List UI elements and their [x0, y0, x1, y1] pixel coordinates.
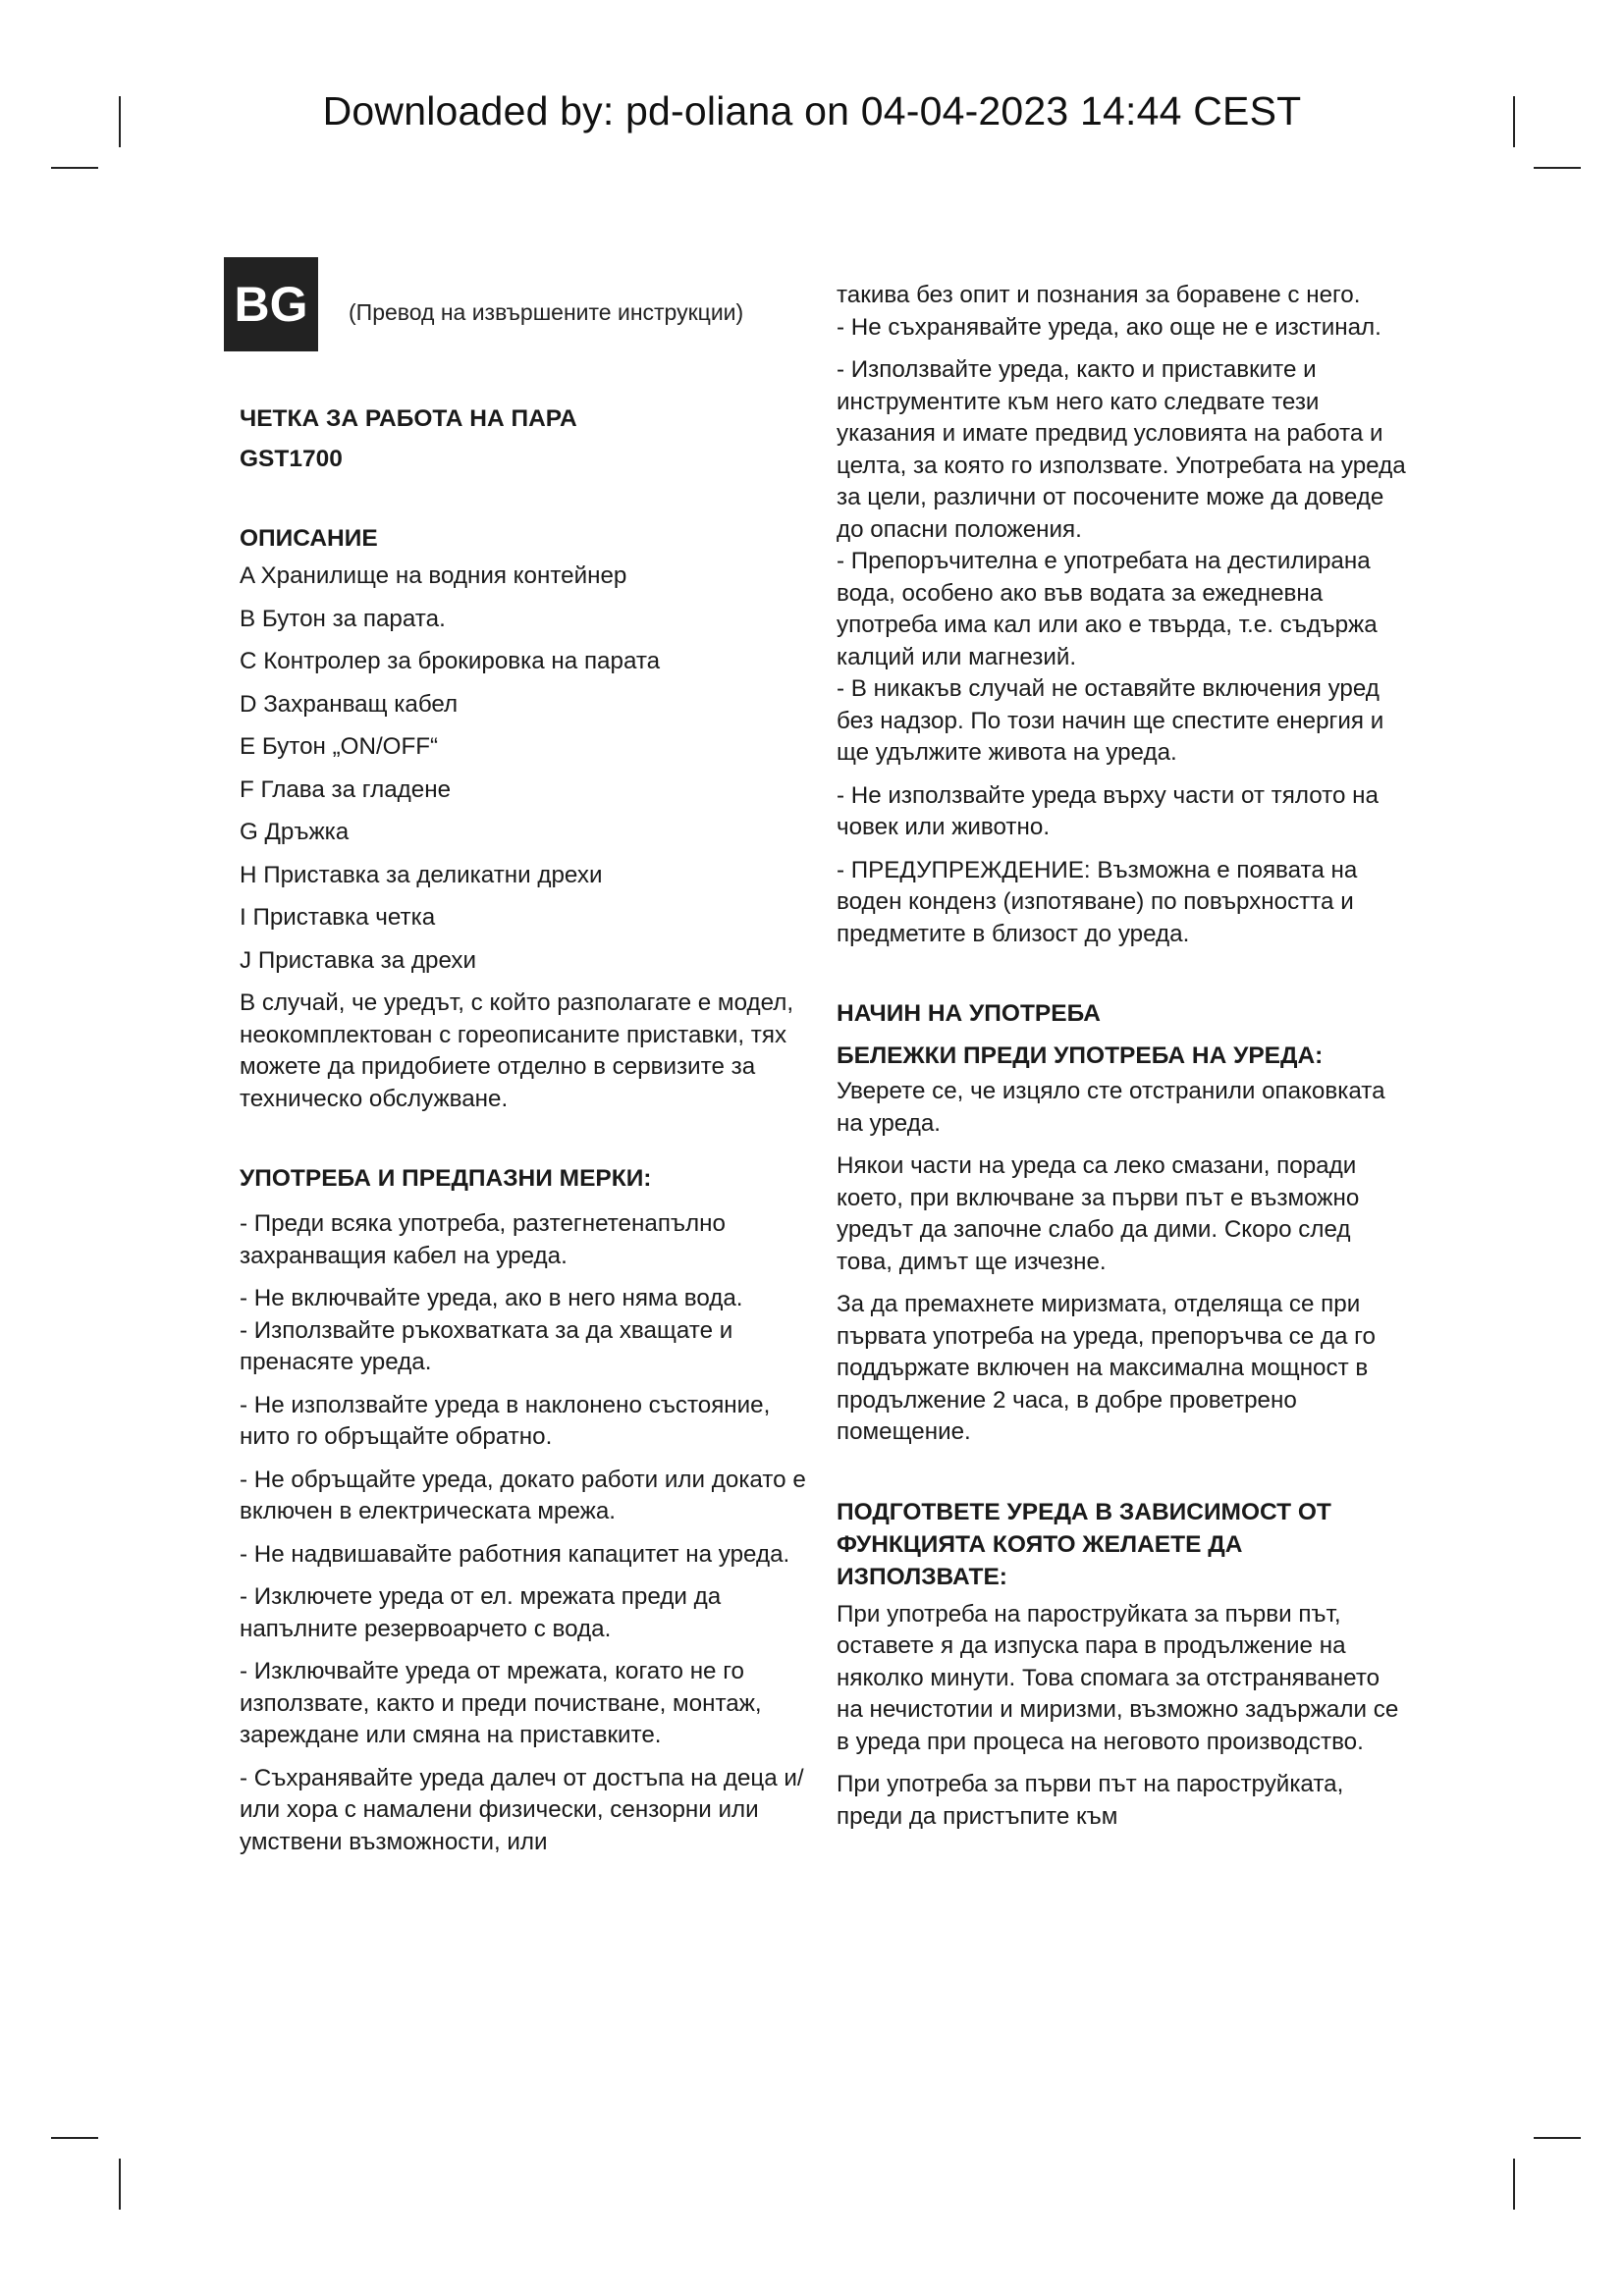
usage-item: - Не надвишавайте работния капацитет на уреда.: [240, 1540, 790, 1568]
description-item: C Контролер за брокировка на парата: [240, 648, 661, 674]
usage-item: - Съхранявайте уреда далеч от достъпа на деца и/или хора с намалени физически, сензорни или умствени възможности, или: [240, 1764, 804, 1855]
notes-item: Уверете се, че изцяло сте отстранили опаковката на уреда.: [837, 1078, 1385, 1137]
safety-item: такива без опит и познания за боравене с него. - Не съхранявайте уреда, ако още не е изстинал.: [837, 282, 1381, 341]
usage-heading: УПОТРЕБА И ПРЕДПАЗНИ МЕРКИ:: [240, 1165, 652, 1192]
language-badge: BG: [224, 257, 318, 351]
description-item: F Глава за гладене: [240, 775, 452, 803]
crop-mark: [51, 2137, 98, 2139]
crop-mark: [1534, 167, 1581, 169]
notes-item: Някои части на уреда са леко смазани, поради което, при включване за първи път е възможно уредът да започне слабо да дими. Скоро след това, димът ще изчезне.: [837, 1152, 1360, 1275]
description-item: D Захранващ кабел: [240, 690, 459, 718]
usage-item: - Изключете уреда от ел. мрежата преди да напълните резервоарчето с вода.: [240, 1583, 722, 1642]
prepare-item: При употреба на пароструйката за първи път, оставете я да изпуска пара в продължение на няколко минути. Това спомага за отстраняването на нечистотии и миризми, възможно задържали се в уреда при процеса на неговото производство.: [837, 1600, 1399, 1755]
description-item: G Дръжка: [240, 819, 350, 845]
translation-note: (Превод на извършените инструкции): [349, 299, 744, 325]
usage-item: - Изключвайте уреда от мрежата, когато не го използвате, както и преди почистване, монтаж, зареждане или смяна на приставките.: [240, 1658, 762, 1748]
crop-mark: [1534, 2137, 1581, 2139]
usage-item: - Не използвайте уреда в наклонено състояние, нито го обръщайте обратно.: [240, 1391, 771, 1450]
notes-item: За да премахнете миризмата, отделяща се при първата употреба на уреда, препоръчва се да го поддържате включен на максимална мощност в продължение 2 часа, в добре проветрено помещение.: [837, 1291, 1376, 1445]
description-item: J Приставка за дрехи: [240, 946, 477, 974]
description-heading: ОПИСАНИЕ: [240, 525, 378, 552]
right-column: [837, 280, 1406, 1843]
prepare-heading: ПОДГОТВЕТЕ УРЕДА В ЗАВИСИМОСТ ОТ ФУНКЦИЯТА КОЯТО ЖЕЛАЕТЕ ДА ИЗПОЛЗВАТЕ:: [837, 1498, 1331, 1590]
description-item: E Бутон „ON/OFF“: [240, 733, 439, 760]
description-item: H Приставка за деликатни дрехи: [240, 861, 603, 888]
left-column: [240, 402, 807, 1869]
notes-heading: БЕЛЕЖКИ ПРЕДИ УПОТРЕБА НА УРЕДА:: [837, 1042, 1324, 1069]
usage-item: - Не включвайте уреда, ако в него няма вода. - Използвайте ръкохватката за да хващате и пренасяте уреда.: [240, 1285, 743, 1375]
usage-item: - Преди всяка употреба, разтегнетенапълно захранващия кабел на уреда.: [240, 1210, 726, 1269]
description-item: A Хранилище на водния контейнер: [240, 562, 627, 589]
description-item: I Приставка четка: [240, 904, 436, 931]
safety-item: - Използвайте уреда, както и приставките и инструментите към него като следвате тези указания и имате предвид условията на работа и целта, за която го използвате. Употребата на уреда за цели, различни от посочените може да доведе до опасни положения. - Препоръчителна е употребата на дестилирана вода, особено ако във водата за ежедневна употреба има кал или ако е твърда, т.е. съдържа калций или магнезий. - В никакъв случай не оставяйте включения уред без надзор. По този начин ще спестите енергия и ще удължите живота на уреда.: [837, 356, 1406, 766]
product-title: ЧЕТКА ЗА РАБОТА НА ПАРА: [240, 405, 577, 432]
crop-mark: [51, 167, 98, 169]
crop-mark: [119, 2159, 121, 2210]
description-item: B Бутон за парата.: [240, 605, 446, 632]
safety-item: - ПРЕДУПРЕЖДЕНИЕ: Възможна е появата на воден конденз (изпотяване) по повърхността и предметите в близост до уреда.: [837, 856, 1358, 947]
how-to-heading: НАЧИН НА УПОТРЕБА: [837, 1000, 1101, 1027]
download-stamp: Downloaded by: pd-oliana on 04-04-2023 14:44 CEST: [322, 88, 1302, 133]
safety-item: - Не използвайте уреда върху части от тялото на човек или животно.: [837, 781, 1379, 840]
model-number: GST1700: [240, 446, 343, 472]
crop-mark: [1513, 2159, 1515, 2210]
description-note: В случай, че уредът, с който разполагате е модел, неокомплектован с гореописаните приставки, тях можете да придобиете отделно в сервизите за техническо обслужване.: [240, 989, 794, 1112]
prepare-item: При употреба за първи път на пароструйката, преди да пристъпите към: [837, 1771, 1344, 1830]
usage-item: - Не обръщайте уреда, докато работи или докато е включен в електрическата мрежа.: [240, 1466, 806, 1524]
